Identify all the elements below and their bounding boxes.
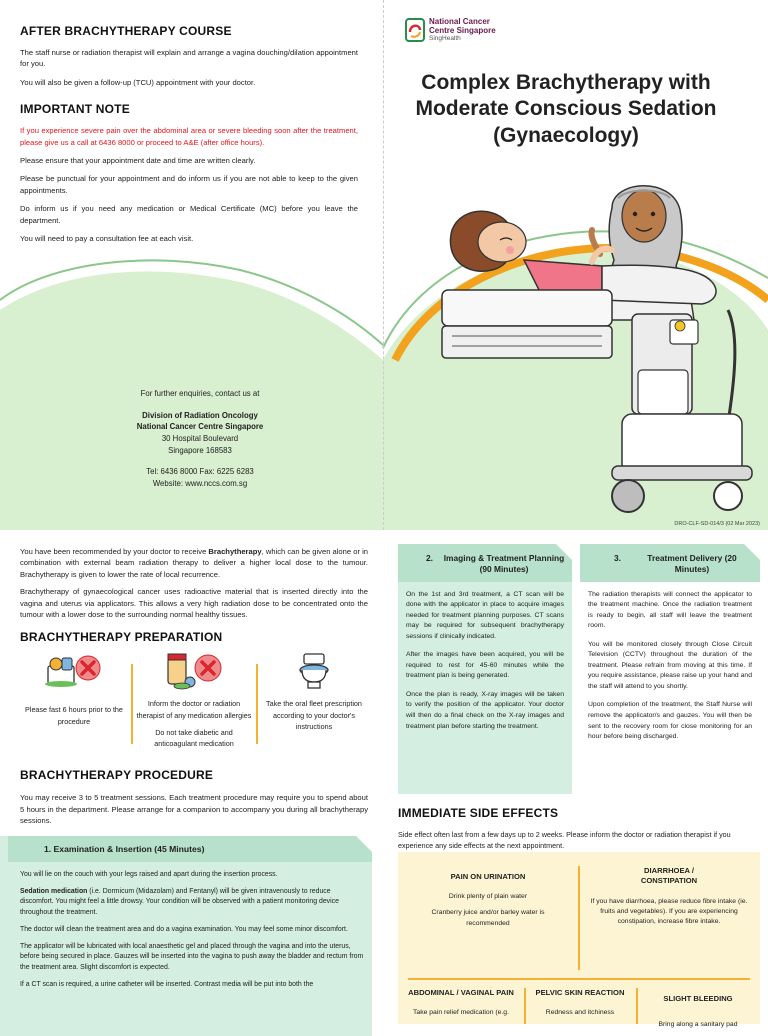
- step-3-text-1: The radiation therapists will connect the applicator to the treatment machine. Once the radiation treatment is ready to begin, all staff will leave the treatment room.: [588, 590, 752, 630]
- important-note-warning: If you experience severe pain over the abdominal area or severe bleeding soon after the treatment, please give us a call at 6436 8000 or proceed to A&E (after office hours).: [20, 126, 358, 147]
- prep-item-fasting: [20, 652, 128, 764]
- contact-address-2: Singapore 168583: [168, 445, 232, 455]
- nccs-logo: [405, 17, 496, 43]
- prep-allergy-text: Inform the doctor or radiation therapist of any medication allergies: [136, 699, 252, 720]
- intro-text-2: Brachytherapy of gynaecological cancer uses radioactive material that is inserted directly into the vagina and uterus via applicators. This allows a very high radiation dose to be concentrated onto the tumour with a lower dose to the surrounding normal healthy tissues.: [20, 587, 368, 619]
- toilet-icon: [294, 652, 334, 690]
- treatment-illustration: [432, 170, 762, 520]
- side-effects-heading: IMMEDIATE SIDE EFFECTS: [398, 806, 559, 820]
- step-3-body: [580, 582, 760, 759]
- title-line-3: (Gynaecology): [493, 123, 639, 147]
- no-medication-icon: [162, 652, 226, 690]
- prep-fleet-text: Take the oral fleet prescription according to your doctor's instructions: [266, 699, 362, 731]
- logo-line-1: National Cancer: [429, 17, 490, 26]
- side-effects-section: [398, 804, 760, 852]
- side-effects-intro: Side effect often last from a few days up to 2 weeks. Please inform the doctor or radiation therapist if you experience any side effects at the next appointment.: [398, 830, 731, 850]
- important-note-text-2: Please be punctual for your appointment and do inform us if you are not able to keep to the given appointments.: [20, 174, 358, 195]
- prep-item-medication: [135, 652, 253, 764]
- important-note-text-4: You will need to pay a consultation fee at each visit.: [20, 233, 194, 243]
- logo-line-3: SingHealth: [429, 35, 461, 43]
- after-course-heading: AFTER BRACHYTHERAPY COURSE: [20, 24, 232, 38]
- step-3-text-3: Upon completion of the treatment, the Staff Nurse will remove the applicator/s and gauzes. You will then be sent to the recovery room for close monitoring for an hour before being discharged.: [588, 701, 752, 741]
- side-effect-diarrhoea: DIARRHOEA / CONSTIPATION If you have diarrhoea, please reduce fibre intake (ie. fruits and vegetables). If you are experiencing constipation, increase fibre intake.: [590, 866, 748, 925]
- step-1-text-4: The applicator will be lubricated with local anaesthetic gel and placed through the vagina and into the uterus, before being secured in place. Gauzes will be inserted into the vagina to push away the bladder and rectum from the treatment area. Slight discomfort is expected.: [20, 942, 364, 971]
- prep-medication-text: Do not take diabetic and anticoagulant medication: [154, 727, 234, 748]
- step-3-title: 3. Treatment Delivery (20 Minutes): [580, 544, 760, 582]
- after-course-text-2: You will also be given a follow-up (TCU) appointment with your doctor.: [20, 77, 256, 87]
- contact-website[interactable]: Website: www.nccs.com.sg: [152, 479, 248, 489]
- side-effect-skin: PELVIC SKIN REACTION Redness and itchiness: [535, 988, 625, 1017]
- treatment-couch: [442, 290, 612, 358]
- contact-intro: For further enquiries, contact us at: [140, 389, 260, 398]
- intro-column: [20, 546, 368, 833]
- after-course-text-1: The staff nurse or radiation therapist will explain and arrange a vagina douching/dilation appointment for you.: [20, 48, 358, 69]
- procedure-heading: BRACHYTHERAPY PROCEDURE: [20, 768, 214, 783]
- no-food-icon: [44, 652, 104, 690]
- title-line-1: Complex Brachytherapy with: [421, 71, 711, 94]
- step-2-text-1: On the 1st and 3rd treatment, a CT scan will be done with the applicator in place to acquire images needed for treatment planning purposes. CT scans may be required for subsequent brachytherapy sessions if clinically indicated.: [406, 590, 564, 640]
- side-effect-bleeding: SLIGHT BLEEDING Bring along a sanitary pad: [658, 994, 738, 1029]
- preparation-row: [20, 652, 368, 764]
- step-1-text-5: If a CT scan is required, a urine catheter will be inserted. Contrast media will be put into both the: [20, 980, 314, 988]
- important-note-heading: IMPORTANT NOTE: [20, 102, 130, 117]
- preparation-heading: BRACHYTHERAPY PREPARATION: [20, 630, 223, 645]
- brochure-title: [400, 70, 732, 149]
- contact-address-1: 30 Hospital Boulevard: [161, 434, 239, 444]
- step-1-body: [0, 862, 372, 990]
- procedure-text: You may receive 3 to 5 treatment sessions. Each treatment procedure may require you to spend about 5 hours in the department. Please arrange for a companion to accompany you during all brachytherapy sessions.: [20, 793, 368, 826]
- fold-line: [383, 0, 384, 530]
- afterloader-machine: [612, 310, 752, 512]
- nccs-logo-icon: [405, 18, 425, 42]
- step-2-text-3: Once the plan is ready, X-ray images will be taken to verify the position of the applicator. Your doctor will then do a final check on the X-ray images and treatment plan before starting the treatment.: [406, 690, 564, 730]
- step-1-text-2: Sedation medication (i.e. Dormicum (Midazolam) and Fentanyl) will be given intravenously to reduce discomfort. You might feel a little drowsy. Your condition will be observed with a patient monitoring device throughout the treatment.: [20, 887, 339, 917]
- step-2-card: [398, 544, 572, 794]
- logo-line-2: Centre Singapore: [429, 26, 496, 36]
- step-2-title: 2. Imaging & Treatment Planning (90 Minutes): [398, 544, 572, 582]
- brochure-inner-side: [0, 536, 768, 1029]
- left-panel: [20, 22, 358, 251]
- contact-block: [100, 388, 300, 490]
- step-2-body: [398, 582, 572, 748]
- step-1-title: 1. Examination & Insertion (45 Minutes): [8, 836, 372, 862]
- prep-item-fleet: [260, 652, 368, 764]
- step-2-text-2: After the images have been acquired, you will be required to rest for 45-60 minutes while the treatment plan is being generated.: [406, 651, 564, 680]
- important-note-text-3: Do inform us if you need any medication or Medical Certificate (MC) before you leave the department.: [20, 204, 358, 225]
- prep-divider: [256, 664, 258, 744]
- step-3-text-2: You will be monitored closely through Close Circuit Television (CCTV) throughout the duration of the treatment. Please refrain from moving at this time. If you require assistance, please raise up your hand and the staff will attend to you shortly.: [588, 640, 752, 690]
- step-1-text-3: The doctor will clean the treatment area and do a vagina examination. You may feel some minor discomfort.: [20, 925, 348, 933]
- important-note-text-1: Please ensure that your appointment date and time are written clearly.: [20, 155, 256, 165]
- prep-divider: [131, 664, 133, 744]
- prep-fasting-text: Please fast 6 hours prior to the procedure: [25, 705, 123, 726]
- document-code: DRO-CLF-SD-014/3 (02 Mar 2023): [674, 521, 760, 527]
- title-line-2: Moderate Conscious Sedation: [415, 97, 717, 121]
- side-effect-urination: PAIN ON URINATION Drink plenty of plain water Cranberry juice and/or barley water is recommended: [431, 872, 545, 927]
- step-3-card: [580, 544, 760, 794]
- side-effect-abdominal: ABDOMINAL / VAGINAL PAIN Take pain relief medication (e.g.: [408, 988, 514, 1017]
- contact-org-1: Division of Radiation Oncology: [142, 410, 258, 420]
- step-1-card: [0, 836, 372, 1036]
- side-effects-grid: [398, 852, 760, 1029]
- contact-org-2: National Cancer Centre Singapore: [136, 422, 264, 432]
- intro-text-1: You have been recommended by your doctor to receive Brachytherapy, which can be given alone or in combination with external beam radiation therapy to deliver a higher local dose to the tumour. Brachytherapy is given to lower the rate of local recurrence.: [20, 547, 368, 579]
- step-1-text-1: You will lie on the couch with your legs raised and apart during the insertion process.: [20, 871, 278, 878]
- contact-phone: Tel: 6436 8000 Fax: 6225 6283: [146, 467, 254, 477]
